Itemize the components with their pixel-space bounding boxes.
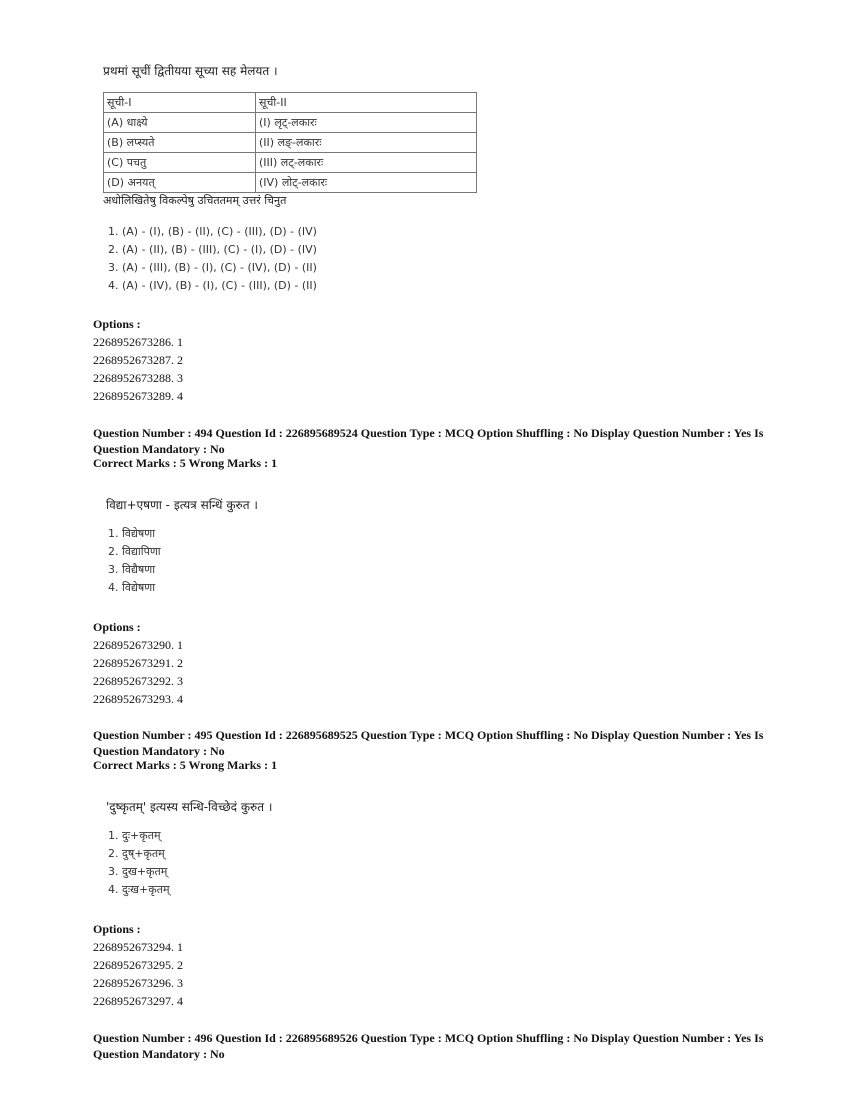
choice-item: 1. विद्येषणा [108, 527, 156, 540]
choice-item: 2. (A) - (II), (B) - (III), (C) - (I), (D) - (IV) [108, 243, 317, 256]
q496-header: Question Number : 496 Question Id : 226895689526 Question Type : MCQ Option Shuffling : No Display Question Number : Yes Is Question Mandatory : No [93, 1031, 764, 1061]
options-label: Options : [93, 620, 141, 634]
table-row [104, 153, 477, 173]
q495-options [93, 938, 183, 1010]
choice-item: 3. (A) - (III), (B) - (I), (C) - (IV), (D) - (II) [108, 261, 317, 274]
option-item: 2268952673289. 4 [93, 389, 183, 403]
q494-choice-list [108, 525, 161, 597]
choice-item: 1. दुः+कृतम् [108, 829, 161, 842]
q495-choice-list [108, 827, 170, 899]
q494-marks: Correct Marks : 5 Wrong Marks : 1 [93, 456, 278, 470]
options-label: Options : [93, 922, 141, 936]
q495-marks: Correct Marks : 5 Wrong Marks : 1 [93, 758, 278, 772]
choice-item: 2. दुष्+कृतम् [108, 847, 165, 860]
option-item: 2268952673290. 1 [93, 638, 183, 652]
option-item: 2268952673295. 2 [93, 958, 183, 972]
choice-item: 4. (A) - (IV), (B) - (I), (C) - (III), (D) - (II) [108, 279, 317, 292]
table-header-cell: सूची-II [256, 93, 477, 113]
table-row [104, 133, 477, 153]
table-cell: (A) धाक्ष्ये [104, 113, 256, 133]
choice-item: 3. विद्यैषणा [108, 563, 156, 576]
q494-header: Question Number : 494 Question Id : 226895689524 Question Type : MCQ Option Shuffling : No Display Question Number : Yes Is Question Mandatory : No [93, 426, 764, 456]
table-cell: (IV) लोट्-लकारः [256, 173, 477, 193]
table-cell: (I) लृट्-लकारः [256, 113, 477, 133]
option-item: 2268952673293. 4 [93, 692, 183, 706]
table-row [104, 93, 477, 113]
table-cell: (C) पचतु [104, 153, 256, 173]
table-row [104, 113, 477, 133]
q494-prompt: विद्या+एषणा - इत्यत्र सन्धिं कुरुत । [106, 498, 258, 512]
q495-prompt: 'दुष्कृतम्' इत्यस्य सन्धि-विच्छेदं कुरुत । [106, 800, 273, 814]
option-item: 2268952673297. 4 [93, 994, 183, 1008]
option-item: 2268952673296. 3 [93, 976, 183, 990]
q494-options [93, 636, 183, 708]
q493-choice-list [108, 223, 317, 295]
choice-item: 4. विद्येषणा [108, 581, 156, 594]
table-cell: (II) लङ्-लकारः [256, 133, 477, 153]
choice-item: 2. विद्यापिणा [108, 545, 161, 558]
q495-header: Question Number : 495 Question Id : 226895689525 Question Type : MCQ Option Shuffling : No Display Question Number : Yes Is Question Mandatory : No [93, 728, 764, 758]
table-row [104, 173, 477, 193]
option-item: 2268952673288. 3 [93, 371, 183, 385]
option-item: 2268952673292. 3 [93, 674, 183, 688]
option-item: 2268952673286. 1 [93, 335, 183, 349]
q493-instruction: अधोलिखितेषु विकल्पेषु उचिततमम् उत्तरं चिनुत [103, 194, 287, 207]
table-header-cell: सूची-I [104, 93, 256, 113]
choice-item: 3. दुख+कृतम् [108, 865, 168, 878]
option-item: 2268952673287. 2 [93, 353, 183, 367]
choice-item: 4. दुःख+कृतम् [108, 883, 170, 896]
q493-prompt: प्रथमां सूचीं द्वितीयया सूच्या सह मेलयत । [103, 64, 278, 78]
option-item: 2268952673291. 2 [93, 656, 183, 670]
q493-options [93, 333, 183, 405]
table-cell: (B) लप्स्यते [104, 133, 256, 153]
table-cell: (D) अनयत् [104, 173, 256, 193]
choice-item: 1. (A) - (I), (B) - (II), (C) - (III), (D) - (IV) [108, 225, 317, 238]
option-item: 2268952673294. 1 [93, 940, 183, 954]
options-label: Options : [93, 317, 141, 331]
table-cell: (III) लट्-लकारः [256, 153, 477, 173]
match-table [103, 92, 477, 193]
